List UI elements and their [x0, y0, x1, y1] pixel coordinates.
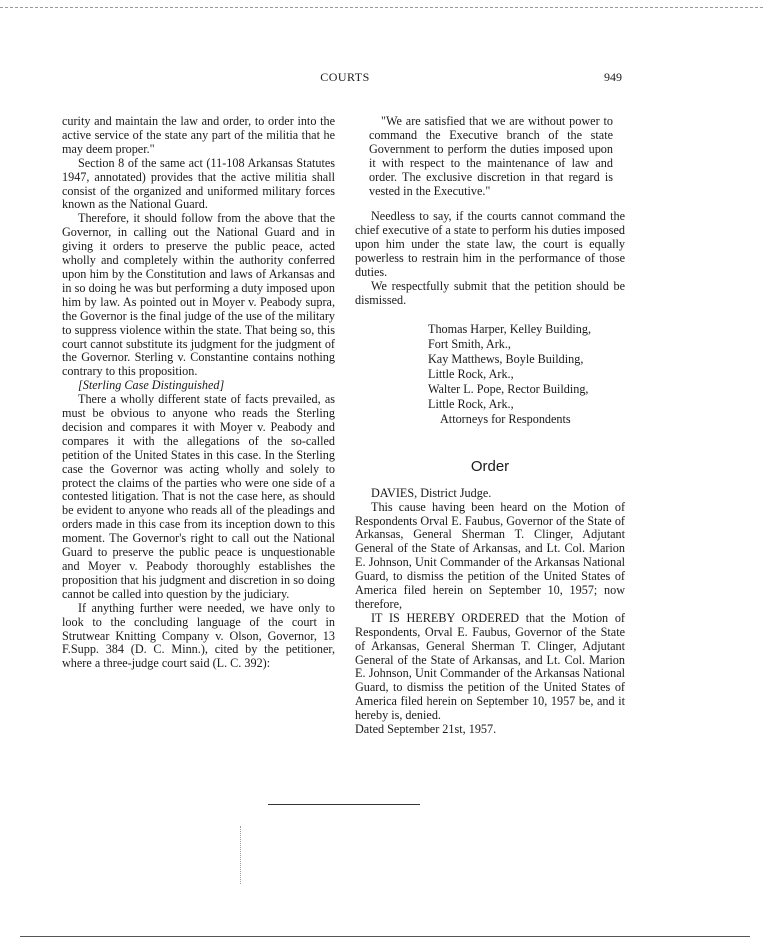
- paragraph-sterling: There a wholly different state of facts prevailed, as must be obvious to anyone who reads the Sterling decision and compares it with Moyer v. Peabody and compares it with the allegations of the so-called petition of the United States in this case. In the Sterling case the Governor was acting wholly and solely to protect the claims of the parties who were one side of a contested litigation. That is not the case here, as should be evident to anyone who reads all of the pleadings and orders made in this case from its inception down to this moment. The Governor's right to call out the National Guard to preserve the public peace is unquestionable and Moyer v. Peabody thoroughly establishes the proposition that his judgment and discretion in so doing cannot be called into question by the judiciary.: [62, 392, 335, 601]
- paragraph-needless: Needless to say, if the courts cannot command the chief executive of a state to perform his duties imposed upon him under the state law, the court is equally powerless to restrain him in the performance of those duties.: [355, 209, 625, 280]
- signature-line: Kay Matthews, Boyle Building,: [428, 351, 584, 366]
- judge-line: DAVIES, District Judge.: [371, 485, 492, 500]
- signature-line: Fort Smith, Ark.,: [428, 336, 511, 351]
- page-number: 949: [604, 70, 622, 84]
- running-header: [0, 70, 763, 86]
- paragraph-continued: curity and maintain the law and order, to order into the active service of the state any part of the militia that he may deem proper.": [62, 114, 335, 156]
- signature-line: Little Rock, Ark.,: [428, 396, 514, 411]
- signature-line: Walter L. Pope, Rector Building,: [428, 381, 589, 396]
- order-heading: Order: [470, 457, 510, 475]
- paragraph-therefore: Therefore, it should follow from the above that the Governor, in calling out the National Guard and in giving it orders to preserve the public peace, acted wholly and completely within the authority conferred upon him by the Constitution and laws of Arkansas and in so doing he was but performing a duty imposed upon him by law. As pointed out in Moyer v. Peabody supra, the Governor is the final judge of the use of the military to suppress violence within the state. That being so, this court cannot substitute its judgment for the judgment of the Governor. Sterling v. Constantine contains nothing contrary to this proposition.: [62, 211, 335, 379]
- paragraph-strutwear: If anything further were needed, we have only to look to the concluding language of the court in Strutwear Knitting Company v. Olson, Governor, 13 F.Supp. 384 (D. C. Minn.), cited by the petitioner, where a three-judge court said (L. C. 392):: [62, 600, 335, 671]
- footer-rule: [268, 804, 420, 805]
- signature-block: [428, 322, 625, 427]
- right-column: [355, 115, 625, 737]
- page-bottom-edge: [20, 936, 750, 937]
- signature-role: Attorneys for Respondents: [440, 411, 571, 426]
- signature-line: Thomas Harper, Kelley Building,: [428, 321, 591, 336]
- scan-artifact: [240, 826, 241, 884]
- left-column: [62, 115, 335, 671]
- section-heading: [Sterling Case Distinguished]: [78, 378, 225, 393]
- order-paragraph-ordered: IT IS HEREBY ORDERED that the Motion of Respondents, Orval E. Faubus, Governor of the State of Arkansas, General Sherman T. Clinger, Adjutant General of the State of Arkansas, and Lt. Col. Marion E. Johnson, Unit Commander of the Arkansas National Guard, to dismiss the petition of the United States of America filed herein on September 10, 1957 be, and it hereby is, denied.: [355, 610, 625, 723]
- dated-line: Dated September 21st, 1957.: [355, 722, 497, 737]
- paragraph-submit: We respectfully submit that the petition should be dismissed.: [355, 278, 625, 307]
- quote-text: "We are satisfied that we are without power to command the Executive branch of the state Government to perform the duties imposed upon it with respect to the maintenance of law and order. The exclusive discretion in that regard is vested in the Executive.": [369, 114, 613, 198]
- top-border: [0, 7, 763, 8]
- running-title: COURTS: [320, 70, 370, 84]
- signature-line: Little Rock, Ark.,: [428, 366, 514, 381]
- paragraph-section-8: Section 8 of the same act (11-108 Arkansas Statutes 1947, annotated) provides that the active militia shall consist of the organized and uniformed military forces known as the National Guard.: [62, 155, 335, 212]
- order-paragraph-recital: This cause having been heard on the Motion of Respondents Orval E. Faubus, Governor of the State of Arkansas, General Sherman T. Clinger, Adjutant General of the State of Arkansas, and Lt. Col. Marion E. Johnson, Unit Commander of the Arkansas National Guard, to dismiss the petition of the United States of America filed herein on September 10, 1957; now therefore,: [355, 499, 625, 611]
- block-quote: [355, 115, 625, 198]
